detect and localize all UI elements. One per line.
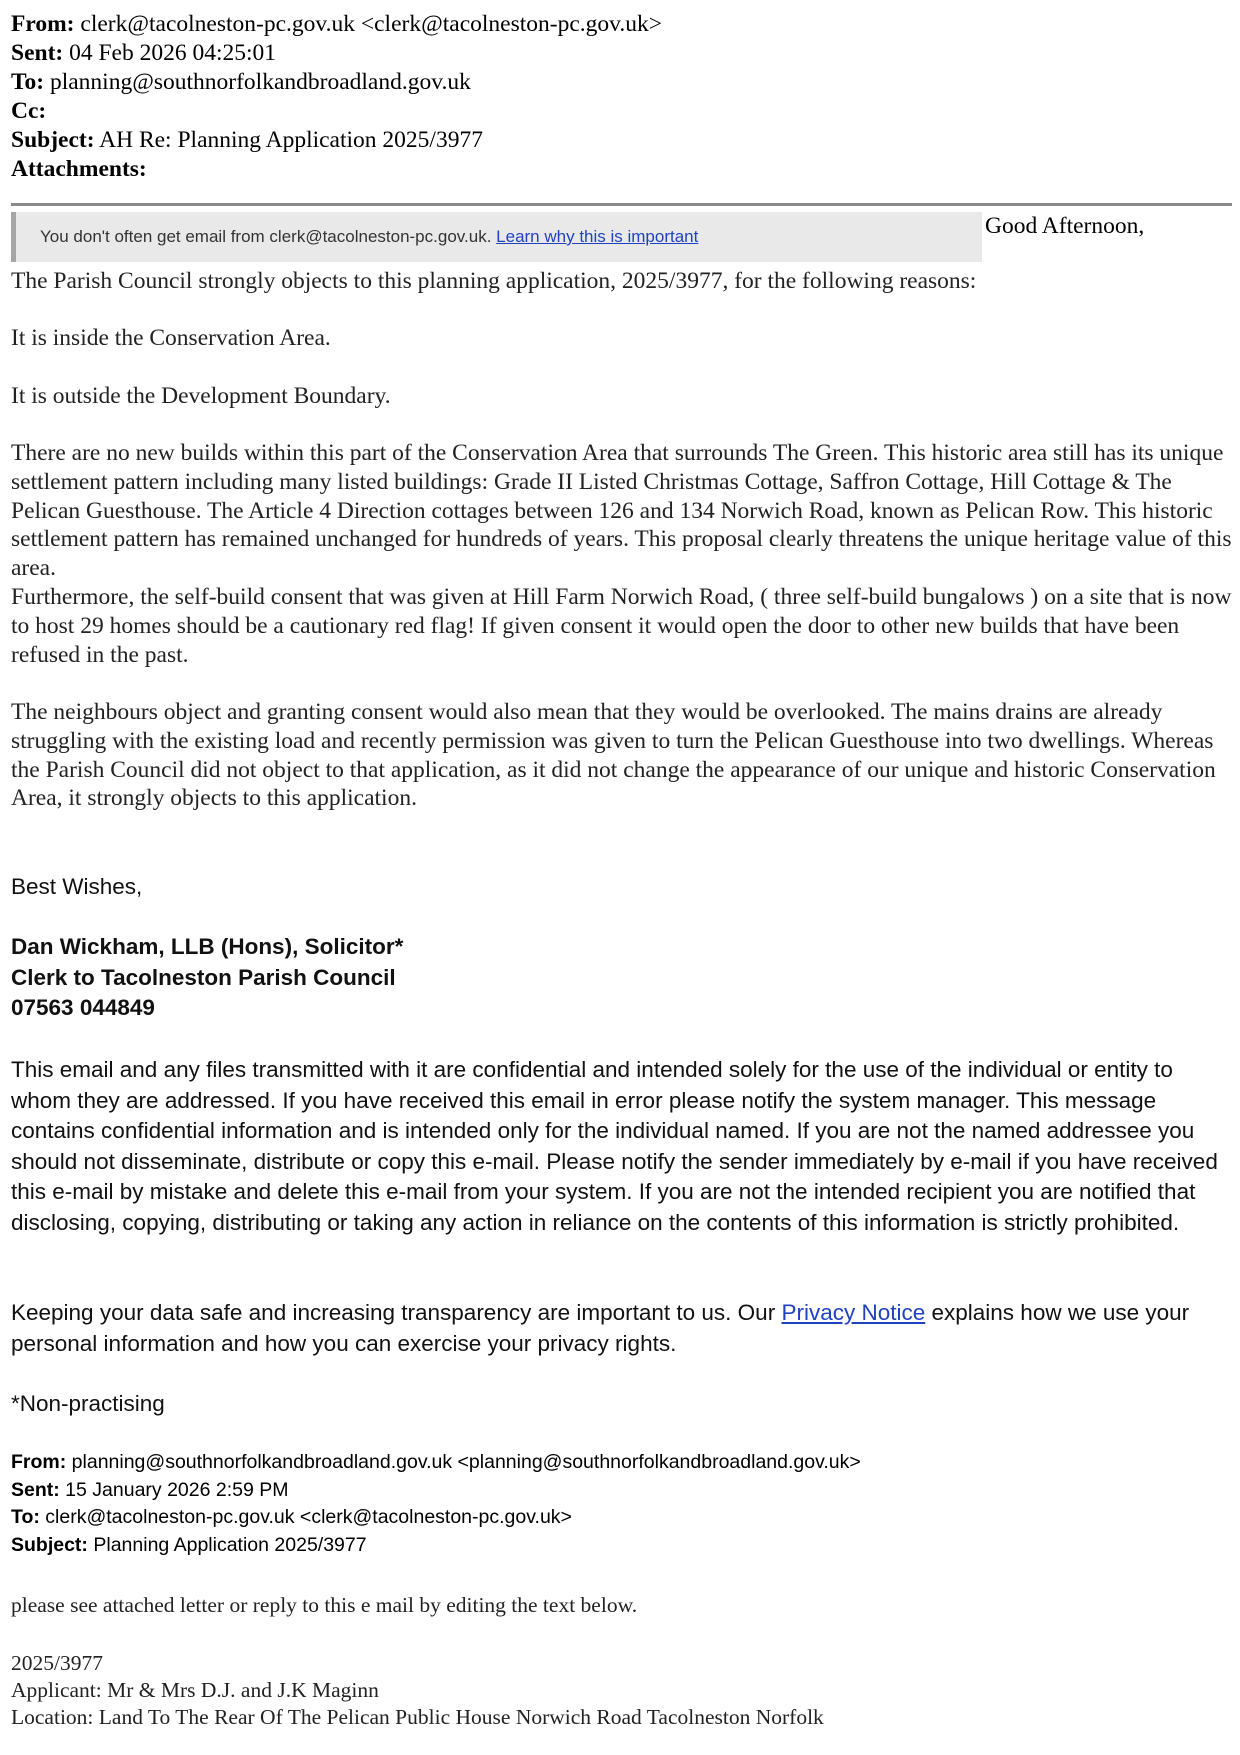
privacy-text-post: explains how we use your personal information and how you can exercise your privacy rights.	[11, 1300, 1190, 1356]
closing-text: Best Wishes,	[11, 874, 143, 899]
body-text-1: The Parish Council strongly objects to this planning application, 2025/3977, for the following reasons:	[11, 268, 977, 294]
confidentiality-disclaimer	[11, 1055, 1236, 1238]
body-paragraph-4	[11, 439, 1236, 669]
body-text-5: Furthermore, the self-build consent that was given at Hill Farm Norwich Road, ( three self-build bungalows ) on a site that is now to host 29 homes should be a cautionary red flag! If given consent it would open the door to other new builds that have been refused in the past.	[11, 583, 1232, 668]
header-subject	[11, 126, 662, 155]
forwarded-subject-value: Planning Application 2025/3977	[93, 1533, 367, 1556]
forwarded-to	[11, 1504, 861, 1532]
forwarded-subject	[11, 1532, 861, 1560]
header-sent	[11, 39, 662, 68]
signature-role: Clerk to Tacolneston Parish Council	[11, 964, 396, 990]
cc-label: Cc:	[11, 98, 47, 124]
forwarded-to-value: clerk@tacolneston-pc.gov.uk <clerk@tacolneston-pc.gov.uk>	[45, 1506, 572, 1528]
forwarded-sent	[11, 1477, 861, 1505]
banner-text: You don't often get email from clerk@tacolneston-pc.gov.uk.	[40, 227, 492, 246]
applicant-line: Applicant: Mr & Mrs D.J. and J.K Maginn	[11, 1678, 379, 1702]
header-cc	[11, 97, 662, 126]
disclaimer-text: This email and any files transmitted with it are confidential and intended solely for the use of the individual or entity to whom they are addressed. If you have received this email in error please notify the system manager. This message contains confidential information and is intended only for the individual named. If you are not the named addressee you should not disseminate, distribute or copy this e-mail. Please notify the sender immediately by e-mail if you have received this e-mail by mistake and delete this e-mail from your system. If you are not the intended recipient you are notified that disclosing, copying, distributing or taking any action in reliance on the contents of this information is strictly prohibited.	[11, 1057, 1218, 1235]
body-paragraph-6	[11, 698, 1236, 813]
email-header	[11, 10, 662, 184]
greeting: Good Afternoon,	[985, 213, 1145, 239]
body-text-6: The neighbours object and granting consent would also mean that they would be overlooked. The mains drains are already struggling with the existing load and recently permission was given to turn the Pelican Guesthouse into two dwellings. Whereas the Parish Council did not object to that application, as it did not change the appearance of our unique and historic Conservation Area, it strongly objects to this application.	[11, 699, 1216, 812]
body-paragraph-3	[11, 382, 1236, 411]
from-value: clerk@tacolneston-pc.gov.uk <clerk@tacolneston-pc.gov.uk>	[80, 11, 662, 37]
privacy-statement	[11, 1298, 1236, 1359]
footnote-text: *Non-practising	[11, 1391, 165, 1416]
header-from	[11, 10, 662, 39]
forwarded-instruction	[11, 1592, 637, 1619]
header-divider	[11, 203, 1232, 206]
from-label: From:	[11, 11, 75, 37]
to-label: To:	[11, 69, 45, 95]
signature-closing	[11, 872, 1236, 903]
forwarded-from-value: planning@southnorfolkandbroadland.gov.uk <planning@southnorfolkandbroadland.gov.uk>	[71, 1451, 861, 1473]
forwarded-from-label: From:	[11, 1451, 67, 1473]
learn-why-link[interactable]: Learn why this is important	[496, 227, 699, 246]
sender-warning-banner	[11, 212, 982, 262]
forwarded-to-label: To:	[11, 1506, 40, 1528]
sent-label: Sent:	[11, 40, 64, 66]
forwarded-from	[11, 1449, 861, 1477]
body-text-4: There are no new builds within this part of the Conservation Area that surrounds The Green. This historic area still has its unique settlement pattern including many listed buildings: Grade II Listed Christmas Cottage, Saffron Cottage, Hill Cottage & The Pelican Guesthouse. The Article 4 Direction cottages between 126 and 134 Norwich Road, known as Pelican Row. This historic settlement pattern has remained unchanged for hundreds of years. This proposal clearly threatens the unique heritage value of this area.	[11, 440, 1232, 582]
header-to	[11, 68, 662, 97]
privacy-text-pre: Keeping your data safe and increasing transparency are important to us. Our	[11, 1300, 782, 1325]
forwarded-sent-value: 15 January 2026 2:59 PM	[65, 1478, 289, 1501]
subject-value: AH Re: Planning Application 2025/3977	[99, 127, 483, 153]
sent-value: 04 Feb 2026 04:25:01	[69, 40, 277, 66]
forwarded-subject-label: Subject:	[11, 1533, 88, 1556]
header-attachments	[11, 155, 662, 184]
subject-label: Subject:	[11, 127, 95, 153]
application-details	[11, 1650, 824, 1731]
to-value: planning@southnorfolkandbroadland.gov.uk	[49, 69, 471, 95]
signature-phone: 07563 044849	[11, 995, 155, 1020]
attachments-label: Attachments:	[11, 156, 147, 182]
body-text-2: It is inside the Conservation Area.	[11, 325, 331, 351]
privacy-notice-link[interactable]: Privacy Notice	[781, 1300, 926, 1325]
body-paragraph-1	[11, 267, 1236, 296]
body-text-3: It is outside the Development Boundary.	[11, 383, 391, 409]
signature-name: Dan Wickham, LLB (Hons), Solicitor*	[11, 934, 404, 959]
location-line: Location: Land To The Rear Of The Pelican Public House Norwich Road Tacolneston Norfolk	[11, 1705, 824, 1729]
forwarded-sent-label: Sent:	[11, 1478, 60, 1501]
non-practising-note	[11, 1389, 1236, 1420]
instruction-text: please see attached letter or reply to this e mail by editing the text below.	[11, 1593, 638, 1617]
application-reference: 2025/3977	[11, 1651, 103, 1675]
forwarded-header	[11, 1449, 861, 1559]
body-paragraph-2	[11, 324, 1236, 353]
signature-block	[11, 932, 1236, 1024]
